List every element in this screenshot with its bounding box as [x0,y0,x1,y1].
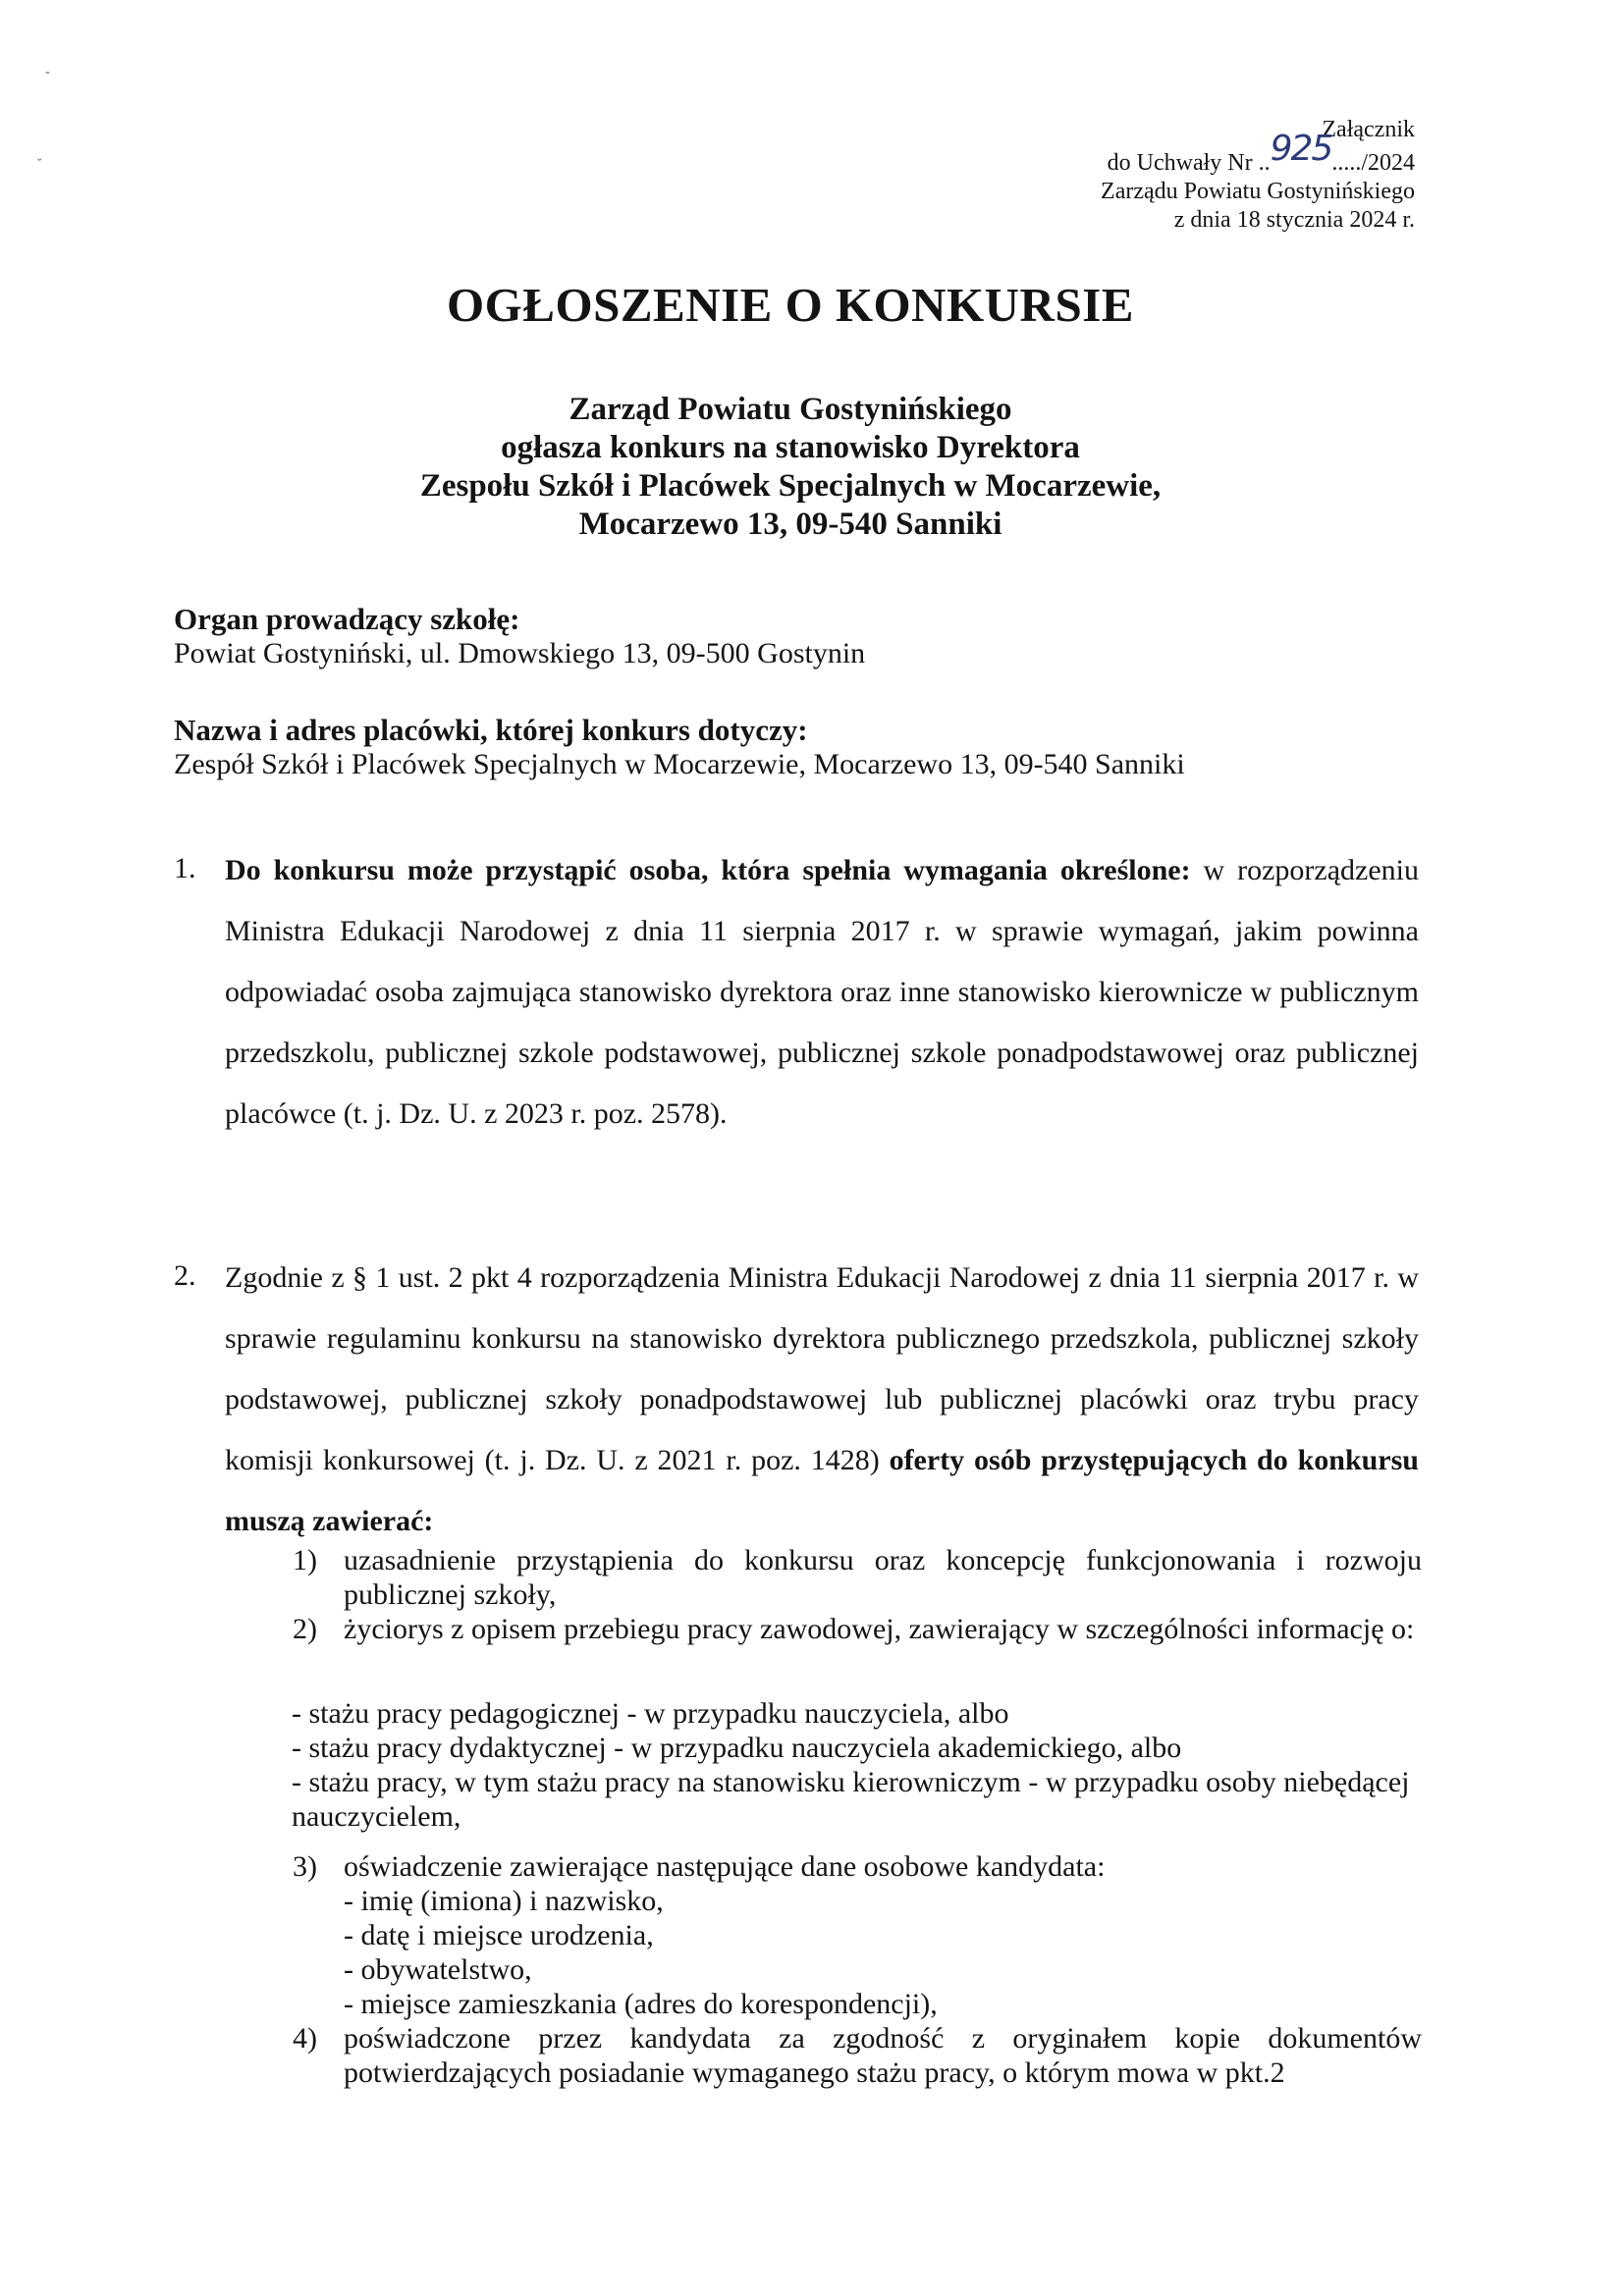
list-item-number: 3) [293,1850,317,1883]
section-2-text: Zgodnie z § 1 ust. 2 pkt 4 rozporządzenia Ministra Edukacji Narodowej z dnia 11 sierpnia 2017 r. w sprawie regulaminu konkursu na stanowisko dyrektora publicznego przedszkola, publicznej szkoły podstawowej, publicznej szkoły ponadpodstawowej lub publicznej placówki oraz trybu pracy komisji konkursowej (t. j. Dz. U. z 2021 r. poz. 1428) [225,1261,1419,1476]
header-resolution-prefix: do Uchwały Nr .. [1107,150,1271,176]
list-item [293,1849,1422,1884]
scan-mark: ˇ [37,157,42,172]
header-line-1: Załącznik [1322,117,1415,142]
handwritten-resolution-number: 925 [1270,129,1332,169]
dash-item: - miejsce zamieszkania (adres do korespondencji), [344,1988,938,2020]
list-item [293,2021,1422,2090]
dash-item: - datę i miejsce urodzenia, [344,1919,654,1951]
requirements-list-continued [293,1849,1422,2090]
list-item-number: 1) [293,1544,317,1576]
requirements-list [293,1543,1422,1646]
item-2-dash-list [293,1696,1432,1834]
section-1-number: 1. [174,852,196,884]
announcement-line: Zarząd Powiatu Gostynińskiego [568,392,1012,427]
section-1-heading: Do konkursu może przystąpić osoba, która spełnia wymagania określone: [225,854,1191,886]
section-2-body [225,1248,1419,1552]
announcement-line: Mocarzewo 13, 09-540 Sanniki [578,507,1002,542]
dash-item: - obywatelstwo, [344,1953,532,1986]
dash-item: - stażu pracy, w tym stażu pracy na stanowisku kierowniczym - w przypadku osoby niebędącej nauczycielem, [292,1766,1410,1833]
section-2-number: 2. [174,1259,196,1292]
list-item-text: życiorys z opisem przebiegu pracy zawodowej, zawierający w szczególności informację o: [344,1613,1415,1645]
scan-mark: - [45,65,50,80]
document-title: OGŁOSZENIE O KONKURSIE [447,278,1134,332]
section-1 [174,852,1419,1145]
facility-label: Nazwa i adres placówki, której konkurs dotyczy: [174,713,808,747]
header-line-3: Zarządu Powiatu Gostynińskiego [1101,179,1415,204]
dash-item: - stażu pracy dydaktycznej - w przypadku nauczyciela akademickiego, albo [292,1732,1182,1764]
dash-item: - imię (imiona) i nazwisko, [344,1885,664,1917]
organ-label: Organ prowadzący szkołę: [174,602,520,636]
list-item [293,1612,1422,1646]
dash-item: - stażu pracy pedagogicznej - w przypadku nauczyciela, albo [292,1697,1009,1730]
list-item-number: 2) [293,1613,317,1645]
list-item-number: 4) [293,2022,317,2055]
announcement-block [0,391,1581,544]
section-1-body [225,840,1419,1145]
organ-value: Powiat Gostyniński, ul. Dmowskiego 13, 09-500 Gostynin [174,637,866,669]
section-2 [174,1259,1419,1552]
list-item-text: poświadczone przez kandydata za zgodność z oryginałem kopie dokumentów potwierdzających posiadanie wymaganego stażu pracy, o którym mowa w pkt.2 [344,2022,1422,2089]
announcement-line: Zespołu Szkół i Placówek Specjalnych w Mocarzewie, [419,468,1162,504]
header-resolution-suffix: ...../2024 [1331,150,1415,176]
header-line-4: z dnia 18 stycznia 2024 r. [1173,207,1415,233]
announcement-line: ogłasza konkurs na stanowisko Dyrektora [501,430,1080,465]
list-item-text: oświadczenie zawierające następujące dane osobowe kandydata: [344,1850,1106,1883]
section-2-bold-tail: oferty osób przystępujących do konkursu muszą zawierać: [225,1444,1419,1537]
facility-value: Zespół Szkół i Placówek Specjalnych w Mocarzewie, Mocarzewo 13, 09-540 Sanniki [174,748,1185,780]
list-item [293,1543,1422,1612]
section-1-text: w rozporządzeniu Ministra Edukacji Narodowej z dnia 11 sierpnia 2017 r. w sprawie wymagań, jakim powinna odpowiadać osoba zajmująca stanowisko dyrektora oraz inne stanowisko kierownicze w publicznym przedszkolu, publicznej szkole podstawowej, publicznej szkole ponadpodstawowej oraz publicznej placówce (t. j. Dz. U. z 2023 r. poz. 2578). [225,854,1420,1130]
attachment-header [1101,116,1415,235]
list-item-text: uzasadnienie przystąpienia do konkursu oraz koncepcję funkcjonowania i rozwoju publicznej szkoły, [344,1544,1422,1611]
